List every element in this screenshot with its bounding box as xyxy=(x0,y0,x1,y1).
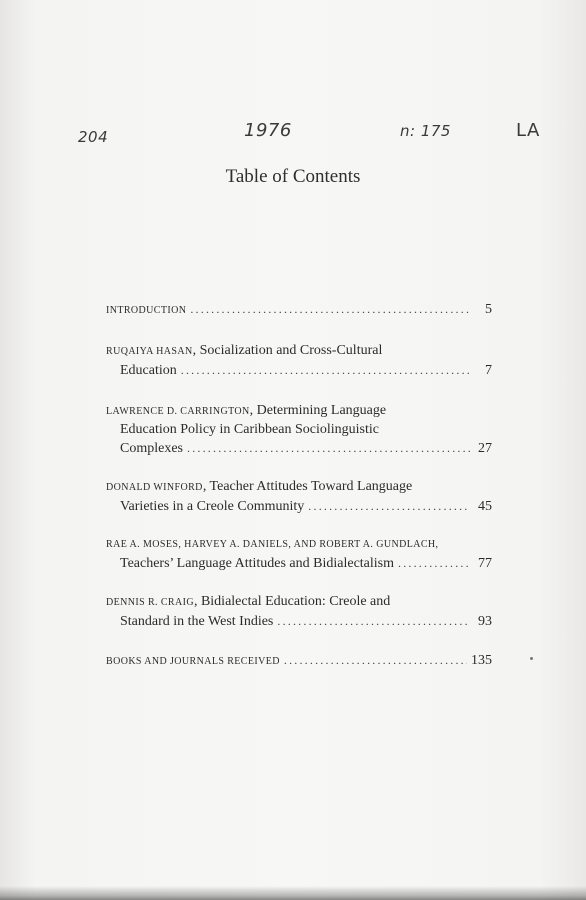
page-number: 27 xyxy=(478,441,492,456)
entry-title-continued: Teachers’ Language Attitudes and Bidialectalism xyxy=(120,556,394,571)
entry-author: LAWRENCE D. CARRINGTON xyxy=(106,406,250,417)
entry-author: DONALD WINFORD xyxy=(106,482,203,493)
toc-entry-craig xyxy=(106,593,492,631)
entry-author: RUQAIYA HASAN xyxy=(106,346,193,357)
toc-entry-winford xyxy=(106,478,492,516)
toc-entry-moses-daniels-gundlach xyxy=(106,536,492,573)
entry-title-continued: Complexes xyxy=(120,441,183,456)
page-number: 7 xyxy=(485,363,492,378)
handwritten-initials: LA xyxy=(516,120,540,141)
handwritten-note: 204 xyxy=(78,128,109,146)
page-edge-shadow xyxy=(0,886,586,900)
entry-title: , Socialization and Cross-Cultural xyxy=(192,343,383,358)
entry-title-continued: Education xyxy=(120,363,177,378)
toc-entry-introduction xyxy=(106,300,492,320)
page-number: 5 xyxy=(485,302,492,317)
dot-leader xyxy=(181,361,470,379)
entry-author: RAE A. MOSES, HARVEY A. DANIELS, AND ROBERT A. GUNDLACH, xyxy=(106,539,439,550)
entry-title-continued: Education Policy in Caribbean Sociolinguistic xyxy=(120,422,379,437)
page-title: Table of Contents xyxy=(225,166,361,187)
page-number: 93 xyxy=(478,614,492,629)
entry-heading: INTRODUCTION xyxy=(106,305,187,316)
page-number: 45 xyxy=(478,499,492,514)
toc-entry-carrington xyxy=(106,402,492,458)
page-number: 77 xyxy=(478,556,492,571)
toc-entry-books-received xyxy=(106,651,492,671)
entry-heading: BOOKS AND JOURNALS RECEIVED xyxy=(106,656,280,667)
entry-title: , Bidialectal Education: Creole and xyxy=(193,594,391,609)
entry-author: DENNIS R. CRAIG xyxy=(106,597,194,608)
dot-leader xyxy=(277,612,470,630)
entry-title-continued: Standard in the West Indies xyxy=(120,614,274,629)
entry-title-continued: Varieties in a Creole Community xyxy=(120,499,305,514)
toc-entry-hasan xyxy=(106,342,492,380)
dot-leader xyxy=(187,439,470,457)
dot-leader xyxy=(190,300,470,318)
dot-leader xyxy=(284,651,467,669)
dot-leader xyxy=(308,497,470,515)
page-number: 135 xyxy=(471,653,492,668)
handwritten-year: 1976 xyxy=(244,120,292,141)
paper-speck xyxy=(530,657,533,660)
entry-title: , Determining Language xyxy=(249,403,387,418)
entry-title: , Teacher Attitudes Toward Language xyxy=(202,479,413,494)
handwritten-number: n: 175 xyxy=(400,122,451,140)
dot-leader xyxy=(398,554,470,572)
table-of-contents xyxy=(106,300,492,671)
